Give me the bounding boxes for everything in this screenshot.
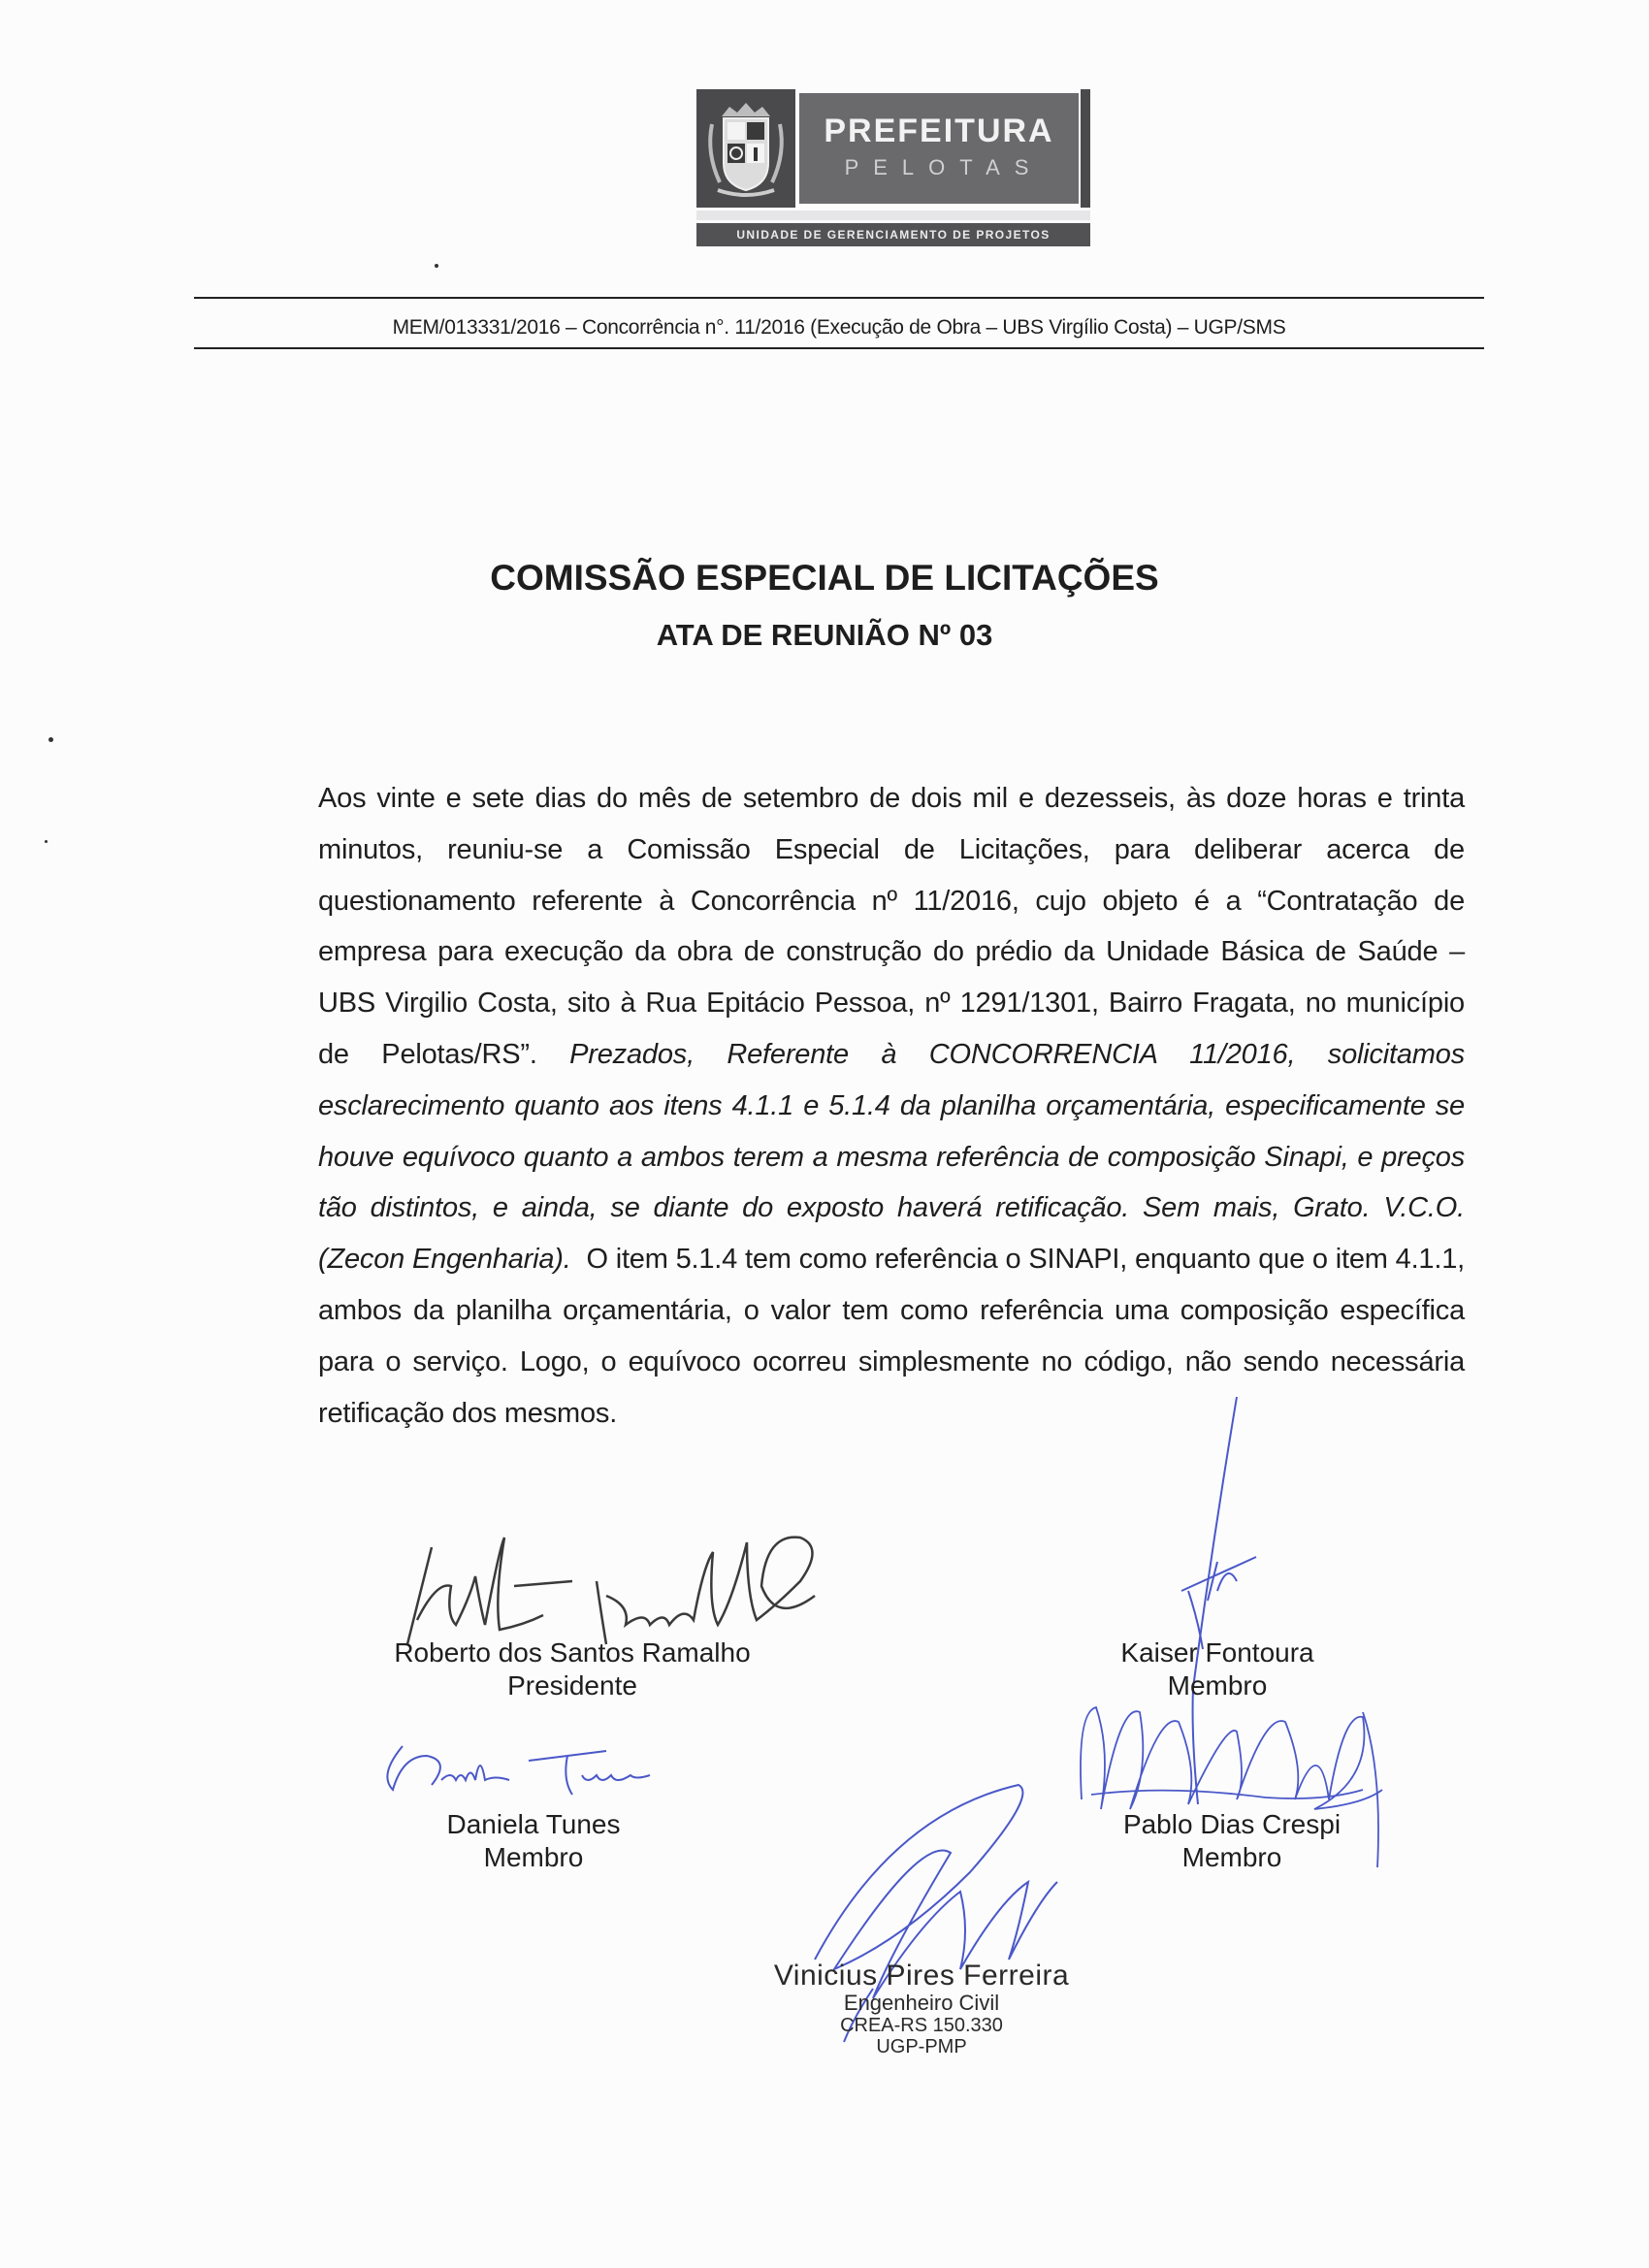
signatory-name: Daniela Tunes — [446, 1809, 621, 1839]
signatory-role: Presidente — [507, 1670, 637, 1701]
signatory-pablo — [1086, 1808, 1377, 1874]
scan-speck — [48, 737, 53, 742]
header-rule-bottom — [194, 347, 1484, 349]
header-rule-top — [194, 297, 1484, 299]
engineer-unit: UGP-PMP — [876, 2036, 967, 2057]
minutes-body — [318, 773, 1465, 1439]
signatory-daniela — [407, 1808, 660, 1874]
logo-banner — [799, 93, 1079, 204]
document-subtitle: ATA DE REUNIÃO Nº 03 — [656, 618, 993, 652]
logo-title: PREFEITURA — [824, 113, 1054, 149]
engineer-name: Vinicius Pires Ferreira — [773, 1960, 1070, 1992]
signature-daniela-icon — [373, 1736, 723, 1804]
coat-of-arms-icon — [696, 89, 795, 208]
signatory-name: Pablo Dias Crespi — [1122, 1809, 1342, 1839]
logo-subtitle: PELOTAS — [844, 155, 1044, 179]
signatory-kaiser — [1086, 1636, 1348, 1702]
logo-unit-bar: UNIDADE DE GERENCIAMENTO DE PROJETOS — [696, 223, 1090, 246]
signatory-roberto — [369, 1636, 776, 1702]
prefeitura-logo — [696, 89, 1096, 252]
logo-edge — [1081, 89, 1090, 208]
signatory-role: Membro — [1167, 1670, 1268, 1701]
body-intro: Aos vinte e sete dias do mês de setembro de dois mil e dezesseis, às doze horas e trinta minutos, reuniu-se a Comissão Especial de Licitações, para deliberar acerca de questionamento referente à Concorrência nº 11/2016, cujo objeto é a “Contratação de empresa para execução da obra de construção do prédio da Unidade Básica de Saúde – UBS Virgilio Costa, sito à Rua Epitácio Pessoa, nº 1291/1301, Bairro Fragata, no município de Pelotas/RS”. — [318, 783, 1465, 1070]
engineer-stamp — [766, 1960, 1077, 2057]
document-reference: MEM/013331/2016 – Concorrência n°. 11/2016 (Execução de Obra – UBS Virgílio Costa) – UGP/SMS — [392, 316, 1286, 339]
signatory-name: Roberto dos Santos Ramalho — [394, 1637, 751, 1668]
body-answer: O item 5.1.4 tem como referência o SINAPI, enquanto que o item 4.1.1, ambos da planilha orçamentária, o valor tem como referência uma composição específica para o serviço. Logo, o equívoco ocorreu simplesmente no código, não sendo necessária retificação dos mesmos. — [318, 1244, 1465, 1429]
scan-speck — [45, 840, 48, 843]
engineer-registration: CREA-RS 150.330 — [840, 2015, 1003, 2036]
body-question: Prezados, Referente à CONCORRENCIA 11/2016, solicitamos esclarecimento quanto aos itens 4.1.1 e 5.1.4 da planilha orçamentária, especificamente se houve equívoco quanto a ambos terem a mesma referência de composição Sinapi, e preços tão distintos, e ainda, se diante do exposto haverá retificação. Sem mais, Grato. V.C.O. (Zecon Engenharia). — [318, 1038, 1465, 1276]
logo-divider — [696, 211, 1090, 220]
scan-speck — [435, 264, 438, 268]
signatory-name: Kaiser Fontoura — [1120, 1637, 1314, 1668]
signatory-role: Membro — [483, 1842, 584, 1872]
signatory-role: Membro — [1181, 1842, 1282, 1872]
engineer-title: Engenheiro Civil — [843, 1991, 1000, 2015]
document-title: COMISSÃO ESPECIAL DE LICITAÇÕES — [490, 558, 1159, 598]
signature-kaiser-icon — [1164, 1397, 1280, 1804]
